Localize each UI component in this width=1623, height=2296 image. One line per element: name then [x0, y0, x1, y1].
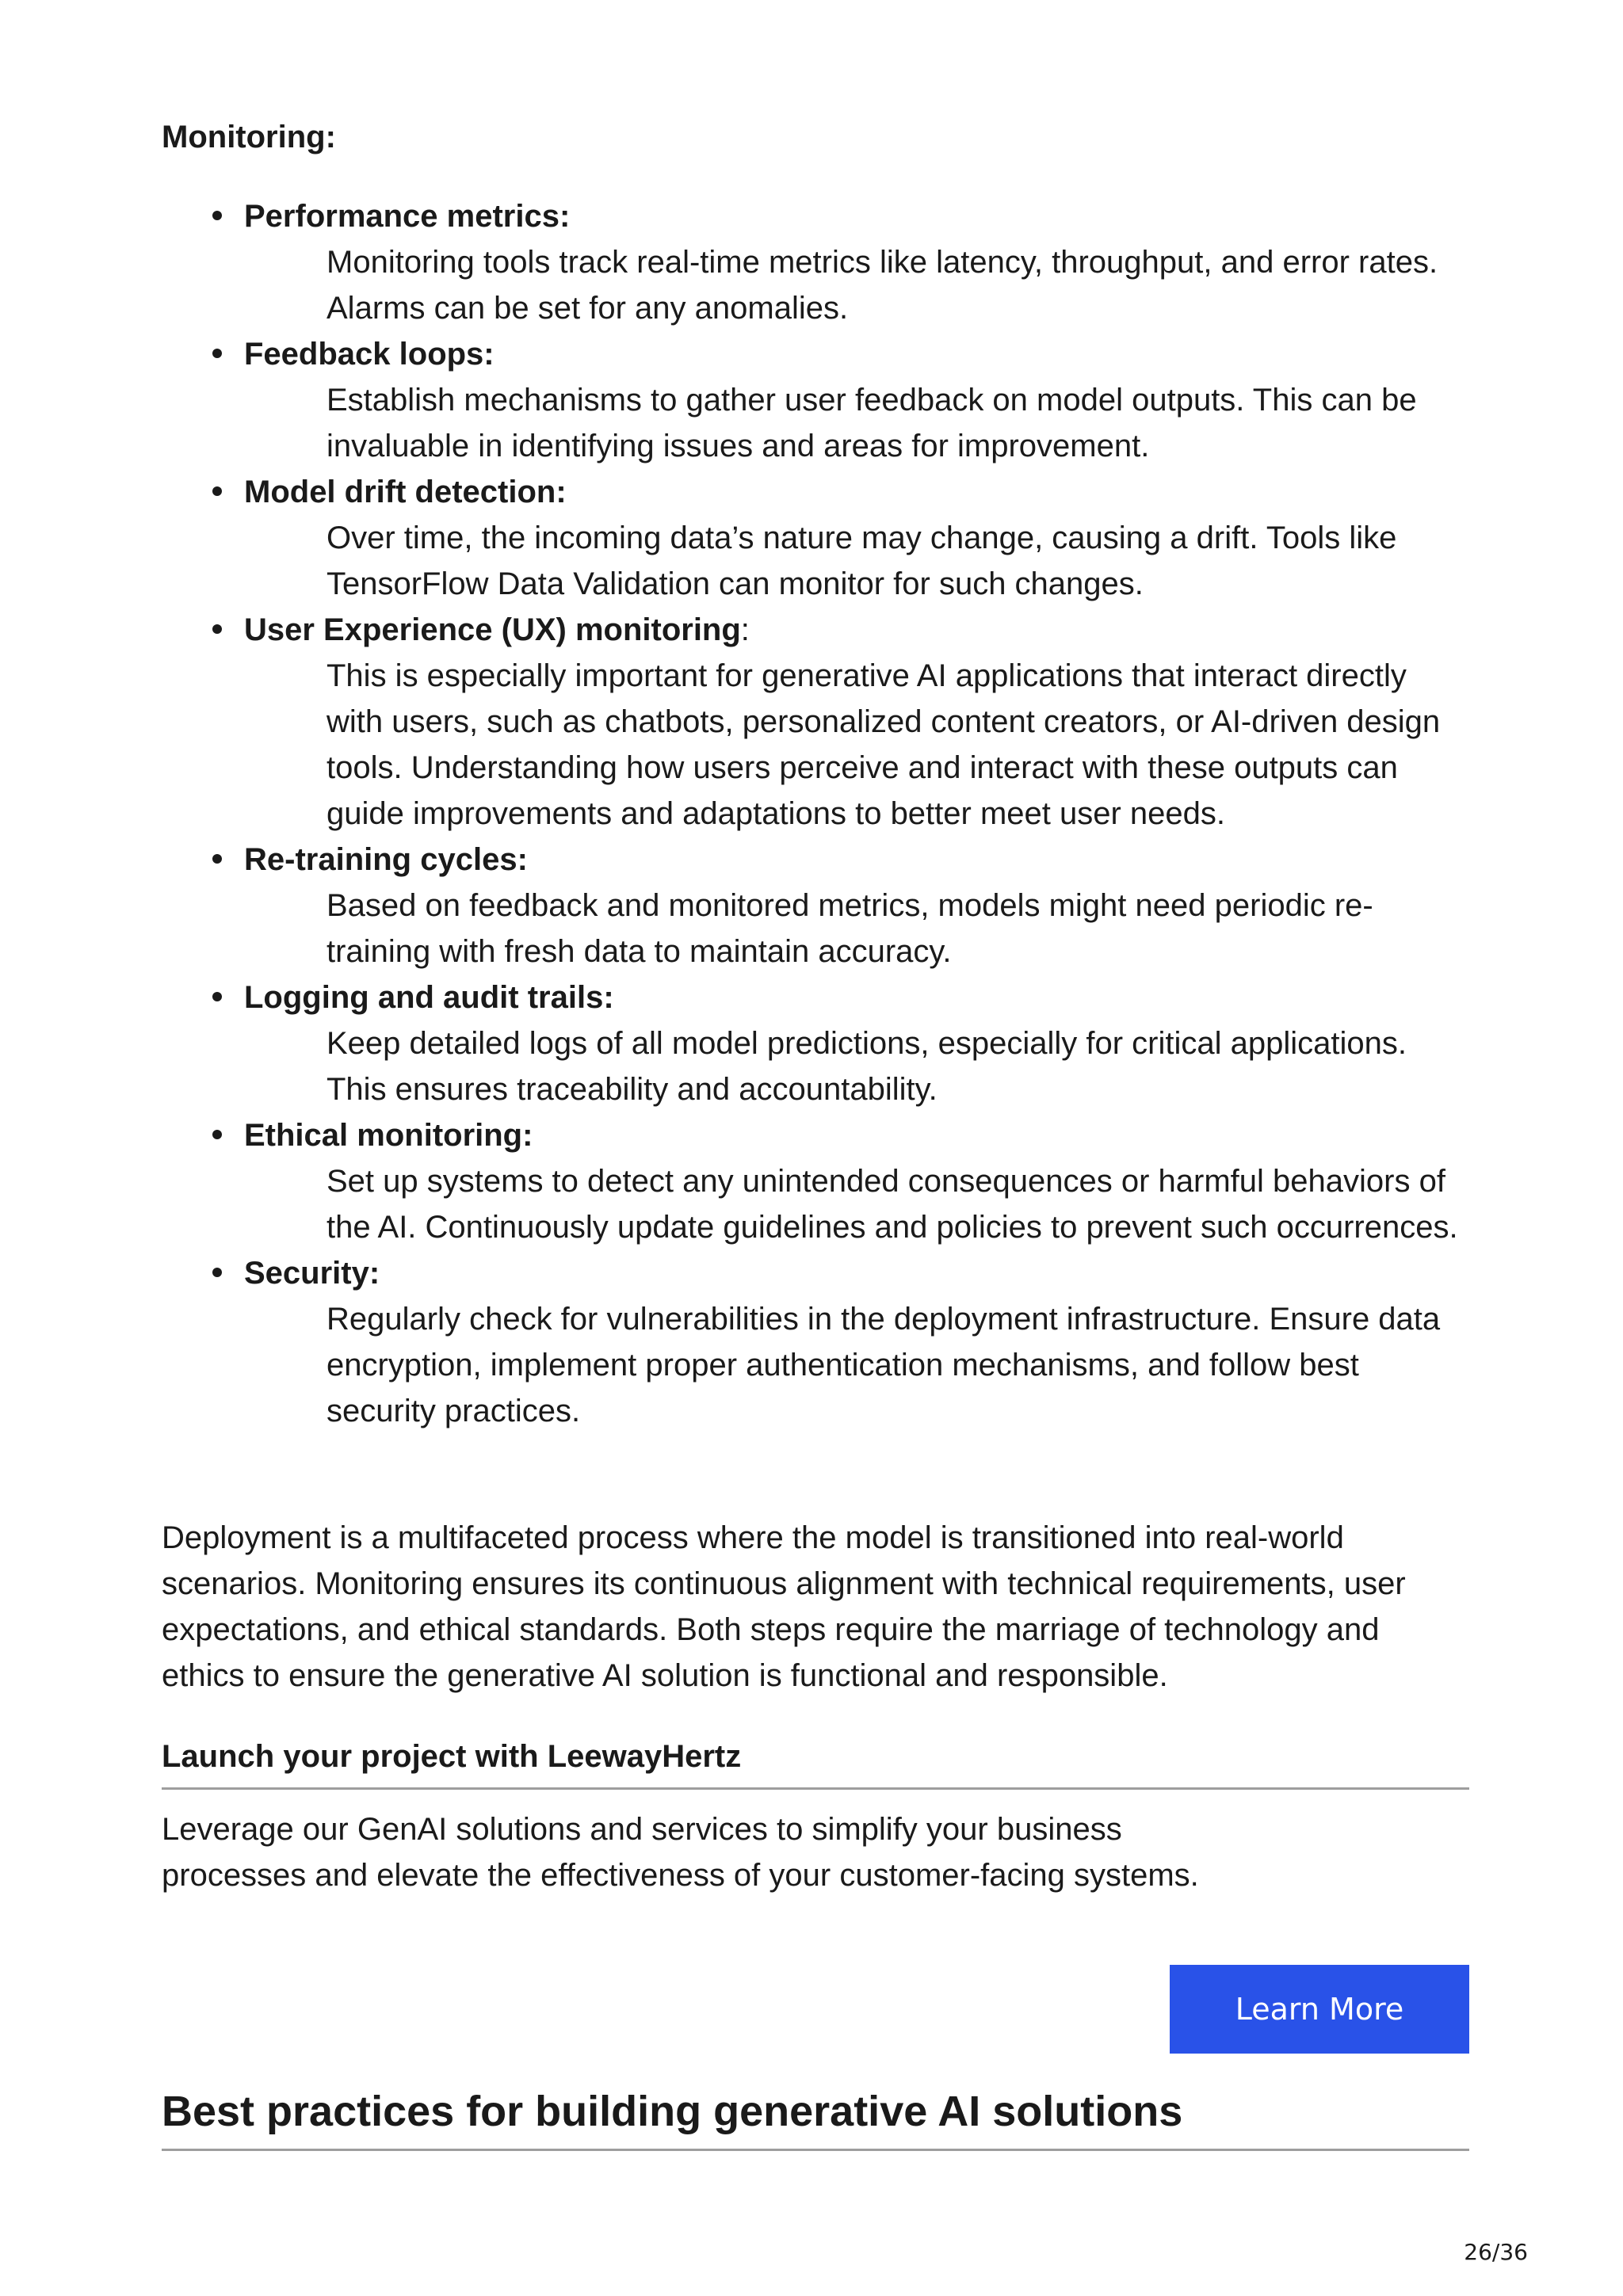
heading-divider — [162, 2149, 1469, 2151]
bullet-icon — [212, 349, 222, 358]
list-item-security — [162, 1250, 1469, 1434]
list-item-performance-metrics — [162, 193, 1469, 331]
bullet-description: Based on feedback and monitored metrics, models might need periodic re-training with fresh data to maintain accuracy. — [327, 888, 1373, 969]
monitoring-list — [162, 193, 1469, 1434]
bullet-title-text: User Experience (UX) monitoring — [244, 612, 741, 647]
bullet-title-text: Ethical monitoring: — [244, 1118, 533, 1153]
bullet-description: Monitoring tools track real-time metrics like latency, throughput, and error rates. Alarms can be set for any anomalies. — [327, 245, 1438, 326]
bullet-title — [244, 607, 1469, 653]
bullet-title — [244, 974, 1469, 1020]
bullet-description: This is especially important for generative AI applications that interact directly with users, such as chatbots, personalized content creators, or AI-driven design tools. Understanding how users perceive and interact with these outputs can guide improvements and adaptations to better meet user needs. — [327, 658, 1441, 831]
bullet-title — [244, 469, 1469, 515]
list-item-ux-monitoring — [162, 607, 1469, 837]
bullet-title — [244, 1250, 1469, 1296]
deployment-summary-paragraph: Deployment is a multifaceted process where the model is transitioned into real-world scenarios. Monitoring ensures its continuous alignment with technical requirements, user expectations, and ethical standards. Both steps require the marriage of technology and ethics to ensure the generative AI solution is functional and responsible. — [162, 1520, 1406, 1693]
bullet-description: Establish mechanisms to gather user feedback on model outputs. This can be invaluable in identifying issues and areas for improvement. — [327, 383, 1417, 463]
bullet-title — [244, 193, 1469, 239]
bullet-title-text: Performance metrics: — [244, 199, 571, 234]
best-practices-heading: Best practices for building generative AI solutions — [162, 2088, 1183, 2135]
bullet-description: Regularly check for vulnerabilities in the deployment infrastructure. Ensure data encryption, implement proper authentication mechanisms, and follow best security practices. — [327, 1302, 1441, 1428]
bullet-title — [244, 1112, 1469, 1158]
bullet-title-text: Security: — [244, 1256, 380, 1291]
monitoring-label: Monitoring: — [162, 120, 336, 154]
bullet-title — [244, 331, 1469, 377]
bullet-title-text: Re-training cycles: — [244, 842, 528, 877]
bullet-icon — [212, 1130, 222, 1139]
list-item-ethical-monitoring — [162, 1112, 1469, 1250]
cta-text-line-2: processes and elevate the effectiveness of your customer-facing systems. — [162, 1858, 1199, 1893]
list-item-retraining-cycles — [162, 837, 1469, 974]
cta-text — [162, 1806, 1271, 1898]
bullet-description: Set up systems to detect any unintended consequences or harmful behaviors of the AI. Continuously update guidelines and policies to prevent such occurrences. — [327, 1164, 1458, 1245]
cta-title: Launch your project with LeewayHertz — [162, 1739, 742, 1774]
learn-more-button[interactable]: Learn More — [1170, 1965, 1469, 2054]
bullet-icon — [212, 1268, 222, 1277]
bullet-icon — [212, 992, 222, 1001]
bullet-title-suffix: : — [740, 612, 750, 647]
bullet-description: Over time, the incoming data’s nature may change, causing a drift. Tools like TensorFlow Data Validation can monitor for such changes. — [327, 521, 1397, 601]
list-item-model-drift-detection — [162, 469, 1469, 607]
list-item-feedback-loops — [162, 331, 1469, 469]
bullet-icon — [212, 486, 222, 496]
bullet-icon — [212, 854, 222, 864]
cta-divider — [162, 1787, 1469, 1790]
bullet-description: Keep detailed logs of all model predictions, especially for critical applications. This ensures traceability and accountability. — [327, 1026, 1407, 1107]
list-item-logging-audit — [162, 974, 1469, 1112]
bullet-title-text: Feedback loops: — [244, 337, 495, 372]
bullet-title-text: Model drift detection: — [244, 475, 567, 509]
page-number: 26/36 — [1464, 2239, 1528, 2265]
cta-text-line-1: Leverage our GenAI solutions and services to simplify your business — [162, 1812, 1122, 1847]
bullet-title — [244, 837, 1469, 883]
bullet-icon — [212, 211, 222, 220]
bullet-title-text: Logging and audit trails: — [244, 980, 614, 1015]
bullet-icon — [212, 624, 222, 634]
